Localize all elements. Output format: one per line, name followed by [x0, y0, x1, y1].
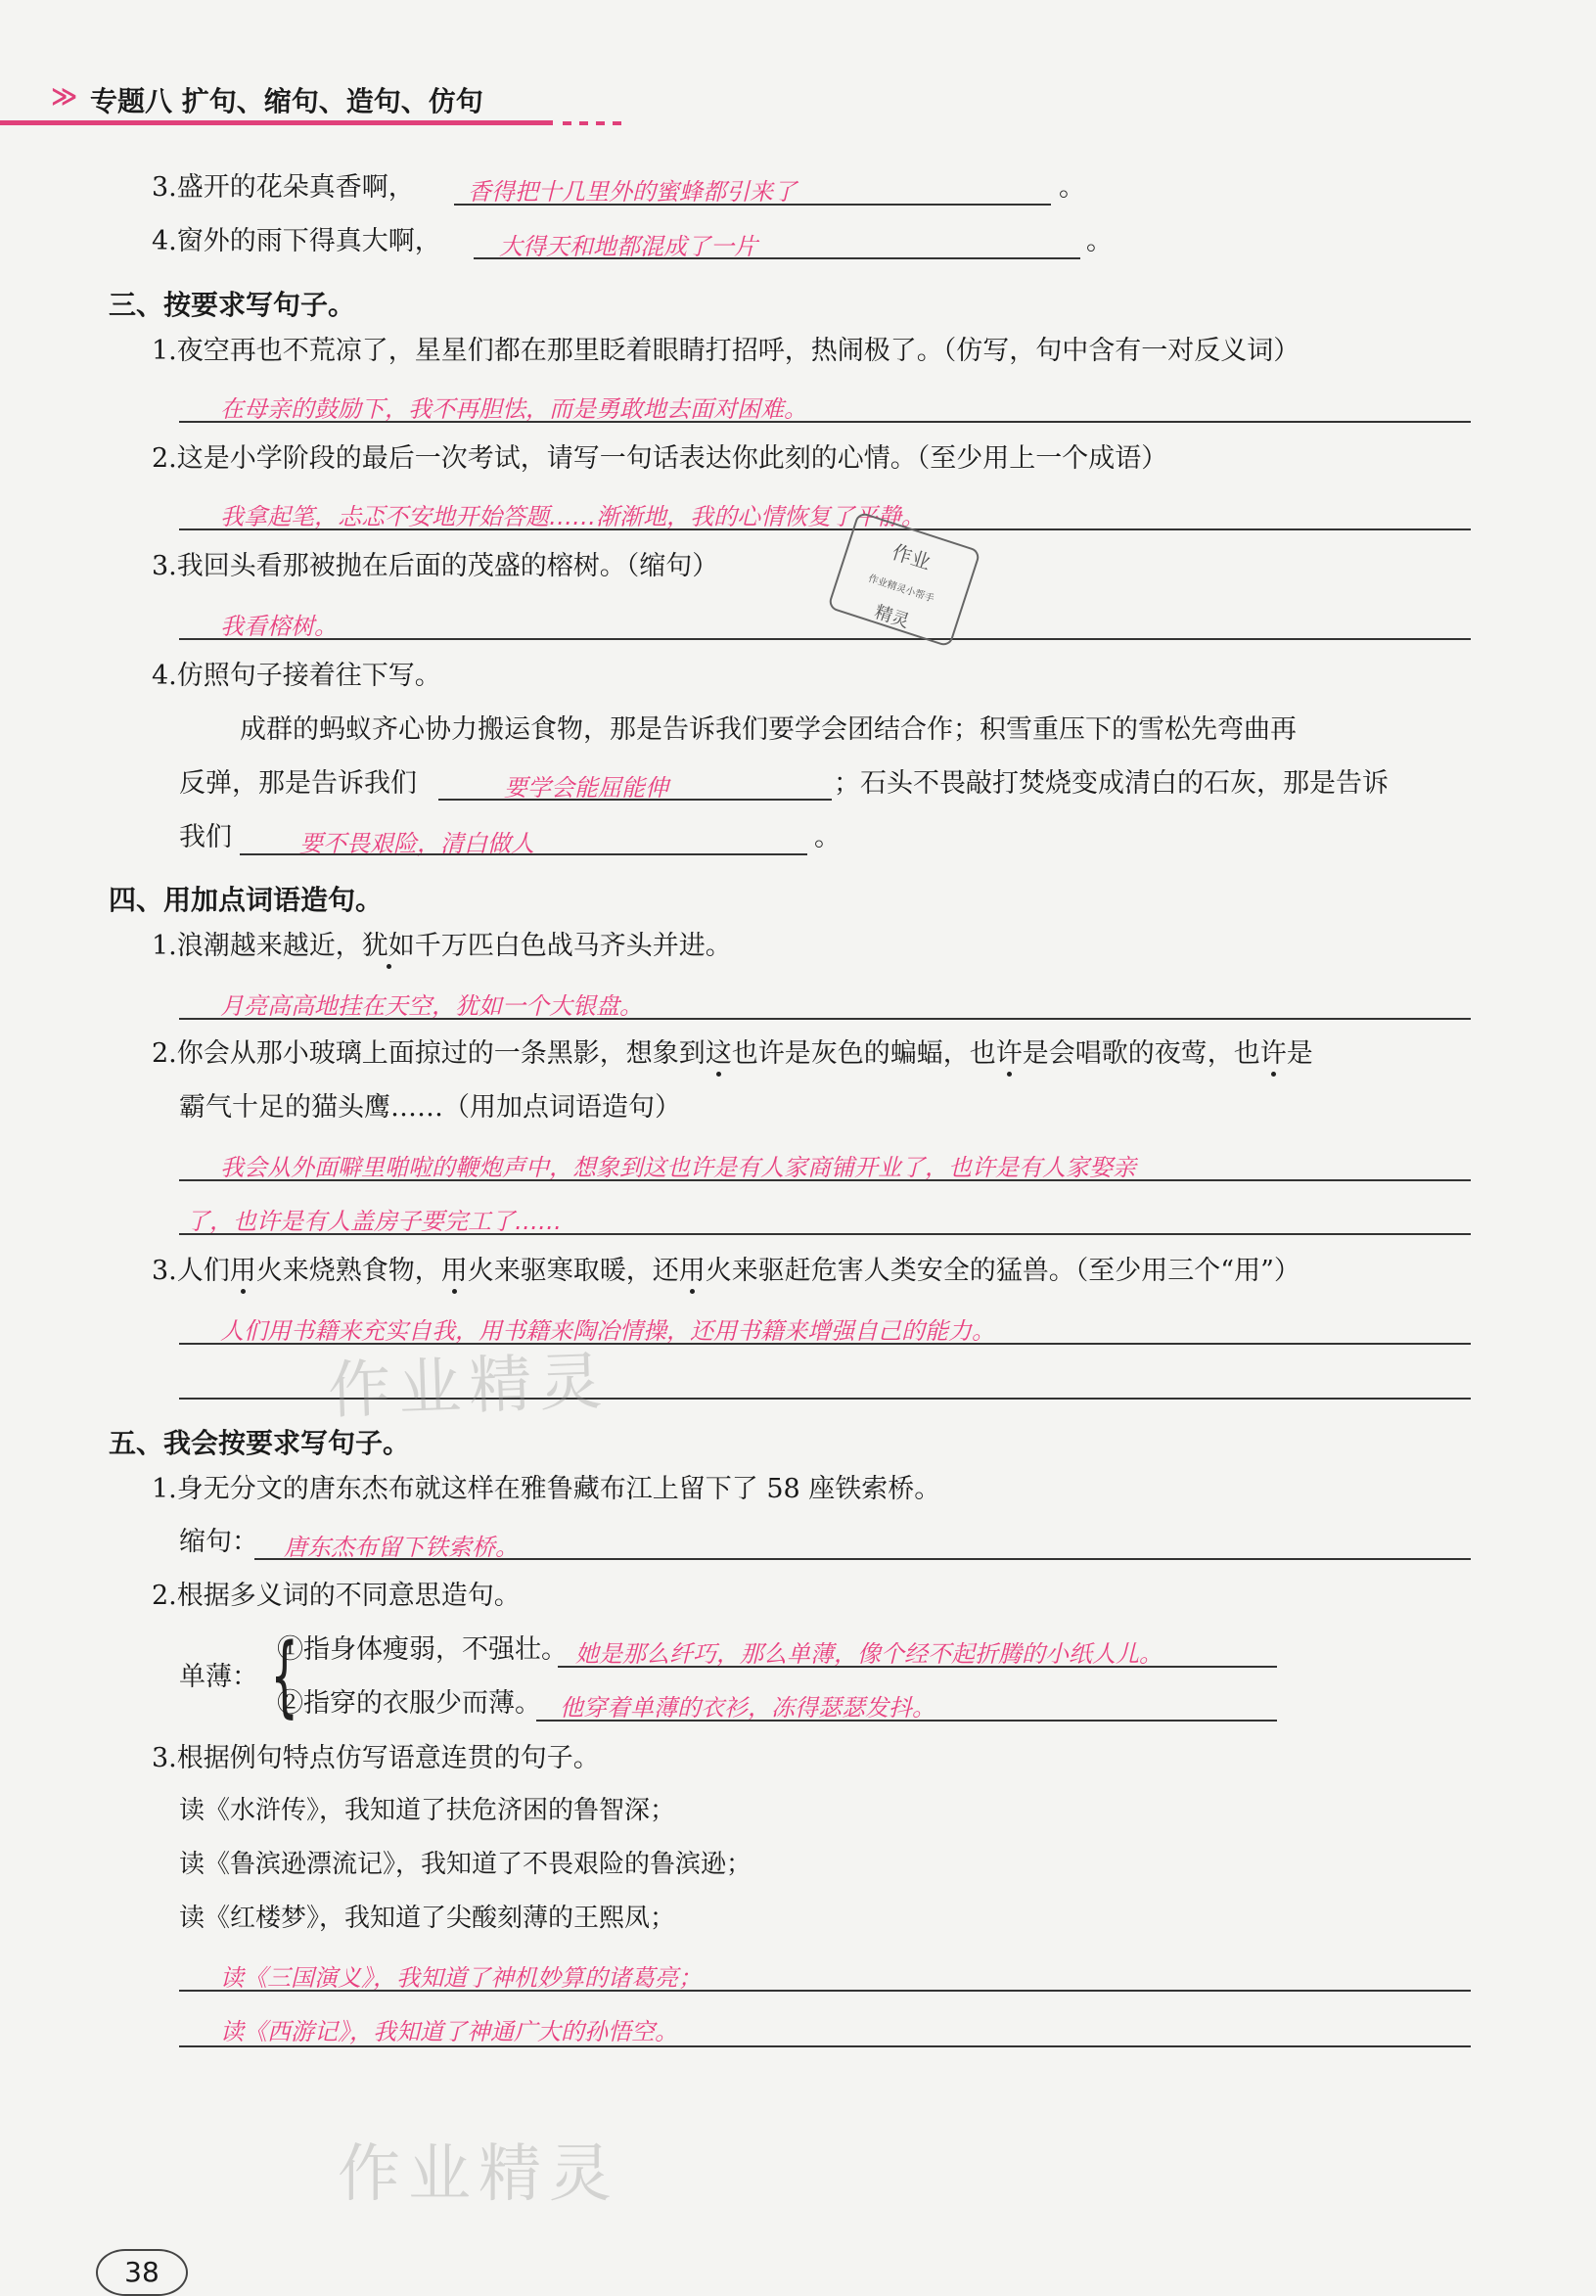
answer-text: 了，也许是有人盖房子要完工了…… — [186, 1208, 562, 1235]
answer-text: 他穿着单薄的衣衫，冻得瑟瑟发抖。 — [560, 1694, 935, 1722]
answer-text: 我看榕树。 — [220, 613, 338, 640]
example-text: 读《红楼梦》，我知道了尖酸刻薄的王熙凤； — [179, 1904, 676, 1933]
answer-line — [179, 1018, 1471, 1020]
question-text: 1.身无分文的唐东杰布就这样在雅鲁藏布江上留下了 58 座铁索桥。 — [152, 1474, 941, 1504]
answer-line — [474, 257, 1080, 259]
question-text: 3.盛开的花朵真香啊， — [152, 172, 415, 203]
passage-text: 我们 — [179, 822, 232, 852]
watermark-text: 作业精灵 — [327, 1345, 612, 1428]
header-dash — [563, 121, 571, 125]
dotted-word: 用 — [678, 1256, 706, 1286]
page-number: 38 — [96, 2249, 188, 2296]
question-text: 3.我回头看那被抛在后面的茂盛的榕树。（缩句） — [152, 551, 719, 581]
answer-text: 要不畏艰险，清白做人 — [299, 830, 534, 857]
meaning-text: ②指穿的衣服少而薄。 — [277, 1688, 541, 1719]
passage-text: 反弹，那是告诉我们 — [179, 768, 417, 799]
punctuation: 。 — [1086, 226, 1113, 256]
answer-line — [179, 528, 1471, 530]
answer-line — [240, 853, 807, 855]
answer-line — [254, 1558, 1471, 1560]
section-heading: 三、按要求写句子。 — [109, 289, 356, 321]
dotted-word: 也许是 — [1233, 1038, 1313, 1069]
answer-text: 她是那么纤巧，那么单薄，像个经不起折腾的小纸人儿。 — [575, 1640, 1163, 1668]
example-text: 读《水浒传》，我知道了扶危济困的鲁智深； — [179, 1796, 676, 1825]
answer-line — [179, 421, 1471, 423]
answer-line — [438, 799, 832, 801]
punctuation: 。 — [814, 822, 841, 852]
chapter-title: 专题八 扩句、缩句、造句、仿句 — [90, 85, 483, 117]
answer-text: 人们用书籍来充实自我，用书籍来陶冶情操，还用书籍来增强自己的能力。 — [220, 1317, 995, 1345]
question-text: 4.仿照句子接着往下写。 — [152, 661, 441, 691]
word-label: 单薄： — [179, 1662, 258, 1692]
answer-text: 月亮高高地挂在天空，犹如一个大银盘。 — [220, 992, 643, 1020]
answer-line — [454, 204, 1051, 206]
answer-line — [179, 1179, 1471, 1181]
section-heading: 五、我会按要求写句子。 — [109, 1427, 411, 1459]
passage-text: ；石头不畏敲打焚烧变成清白的石灰，那是告诉 — [834, 768, 1389, 799]
header-rule — [0, 120, 553, 125]
answer-text: 香得把十几里外的蜜蜂都引来了 — [468, 178, 797, 206]
meaning-text: ①指身体瘦弱，不强壮。 — [277, 1634, 568, 1665]
question-text: 4.窗外的雨下得真大啊， — [152, 226, 441, 256]
question-text: 2.你会从那小玻璃上面掠过的一条黑影，想象到这也许是灰色的蝙蝠，也许是会唱歌的夜莺，也许是 — [152, 1038, 1313, 1069]
passage-text: 成群的蚂蚁齐心协力搬运食物，那是告诉我们要学会团结合作；积雪重压下的雪松先弯曲再 — [240, 714, 1297, 745]
label-text: 缩句： — [179, 1527, 258, 1557]
answer-line — [179, 1990, 1471, 1992]
dotted-word: 犹如 — [361, 931, 415, 961]
question-text: 1.夜空再也不荒凉了，星星们都在那里眨着眼睛打招呼，热闹极了。（仿写，句中含有一对反义词） — [152, 336, 1300, 366]
dotted-word: 也许是 — [969, 1038, 1049, 1069]
answer-line — [179, 1233, 1471, 1235]
header-dash — [613, 121, 621, 125]
answer-text: 要学会能屈能伸 — [504, 774, 668, 802]
question-text: 2.根据多义词的不同意思造句。 — [152, 1581, 521, 1611]
answer-text: 我拿起笔，忐忑不安地开始答题……渐渐地，我的心情恢复了平静。 — [220, 503, 925, 530]
dotted-word: 想象到这也许是 — [625, 1038, 811, 1069]
question-text: 2.这是小学阶段的最后一次考试，请写一句话表达你此刻的心情。（至少用上一个成语） — [152, 443, 1168, 474]
answer-text: 在母亲的鼓励下，我不再胆怯，而是勇敢地去面对困难。 — [220, 395, 807, 423]
punctuation: 。 — [1059, 172, 1085, 203]
question-text: 霸气十足的猫头鹰……（用加点词语造句） — [179, 1092, 681, 1123]
dotted-word: 用 — [440, 1256, 468, 1286]
answer-text: 大得天和地都混成了一片 — [499, 233, 757, 260]
answer-text: 读《三国演义》，我知道了神机妙算的诸葛亮； — [220, 1964, 702, 1992]
brace-icon: { — [270, 1625, 298, 1727]
answer-text: 我会从外面噼里啪啦的鞭炮声中，想象到这也许是有人家商铺开业了，也许是有人家娶亲 — [220, 1154, 1136, 1181]
question-text: 3.人们用火来烧熟食物，用火来驱寒取暖，还用火来驱赶危害人类安全的猛兽。（至少用三个“用”） — [152, 1256, 1300, 1286]
question-text: 1.浪潮越来越近，犹如千万匹白色战马齐头并进。 — [152, 931, 732, 961]
watermark-text: 作业精灵 — [338, 2138, 619, 2211]
header-dash — [596, 121, 605, 125]
watermark-stamp: 作业 作业精灵小帮手 精灵 — [827, 511, 981, 648]
answer-line — [536, 1720, 1277, 1722]
answer-line — [558, 1666, 1277, 1668]
header-arrow-icon: ≫ — [51, 82, 78, 112]
example-text: 读《鲁滨逊漂流记》，我知道了不畏艰险的鲁滨逊； — [179, 1850, 752, 1879]
dotted-word: 用 — [229, 1256, 256, 1286]
question-text: 3.根据例句特点仿写语意连贯的句子。 — [152, 1743, 600, 1773]
answer-line — [179, 2045, 1471, 2047]
header-dash — [579, 121, 588, 125]
answer-text: 唐东杰布留下铁索桥。 — [284, 1534, 519, 1561]
answer-line — [179, 638, 1471, 640]
section-heading: 四、用加点词语造句。 — [109, 884, 384, 916]
answer-text: 读《西游记》，我知道了神通广大的孙悟空。 — [220, 2018, 678, 2045]
